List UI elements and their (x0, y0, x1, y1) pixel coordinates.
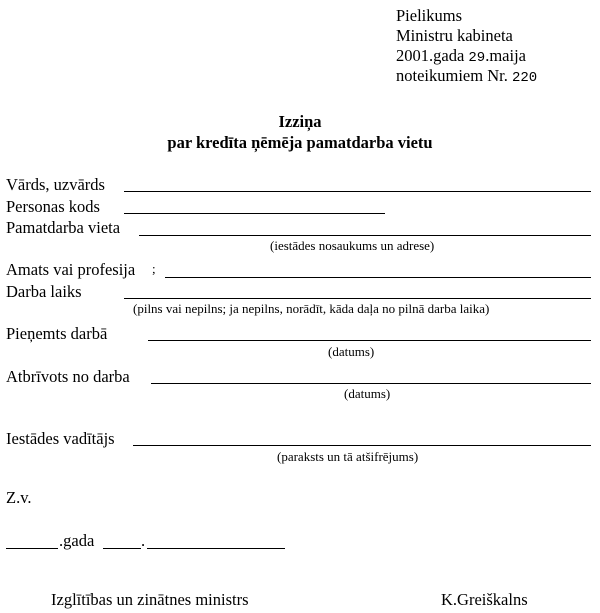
personal-code-field-line[interactable] (124, 213, 385, 214)
head-signature-line[interactable] (133, 445, 591, 446)
document-title: Izziņa (278, 112, 322, 131)
hired-field-line[interactable] (148, 340, 591, 341)
appendix-line-2: Ministru kabineta (396, 26, 513, 45)
appendix-date (396, 46, 526, 68)
name-label: Vārds, uzvārds (6, 175, 105, 194)
position-field-line[interactable] (165, 277, 591, 278)
appendix-rules-prefix: noteikumiem Nr. (396, 66, 508, 85)
date-month-line[interactable] (147, 548, 285, 549)
hired-label: Pieņemts darbā (6, 324, 108, 343)
name-field-line[interactable] (124, 191, 591, 192)
work-time-label: Darba laiks (6, 282, 82, 301)
workplace-hint: (iestādes nosaukums un adrese) (270, 238, 435, 253)
date-dot: . (141, 531, 146, 550)
document-subtitle: par kredīta ņēmēja pamatdarba vietu (167, 133, 433, 152)
seal-place-label: Z.v. (6, 488, 32, 507)
appendix-line-1: Pielikums (396, 6, 463, 25)
workplace-field-line[interactable] (139, 235, 591, 236)
minister-title: Izglītības un zinātnes ministrs (51, 590, 249, 609)
date-year-line[interactable] (6, 548, 58, 549)
minister-name: K.Greiškalns (441, 590, 528, 609)
position-label: Amats vai profesija (6, 260, 136, 279)
date-year-suffix: .gada (59, 531, 95, 550)
date-day-line[interactable] (103, 548, 141, 549)
hired-hint: (datums) (328, 344, 375, 359)
work-time-field-line[interactable] (124, 298, 591, 299)
appendix-rules-number: 220 (511, 70, 538, 86)
workplace-label: Pamatdarba vieta (6, 218, 121, 237)
head-hint: (paraksts un tā atšifrējums) (277, 449, 419, 464)
released-field-line[interactable] (151, 383, 591, 384)
appendix-rules (396, 66, 537, 88)
personal-code-label: Personas kods (6, 197, 100, 216)
appendix-date-prefix: 2001.gada (396, 46, 465, 65)
released-label: Atbrīvots no darba (6, 367, 130, 386)
work-time-hint: (pilns vai nepilns; ja nepilns, norādīt, kāda daļa no pilnā darba laika) (133, 301, 490, 316)
appendix-date-suffix: .maija (485, 46, 526, 65)
released-hint: (datums) (344, 386, 391, 401)
position-mark: ; (152, 261, 156, 276)
appendix-date-day: 29 (468, 50, 486, 66)
head-label: Iestādes vadītājs (6, 429, 115, 448)
